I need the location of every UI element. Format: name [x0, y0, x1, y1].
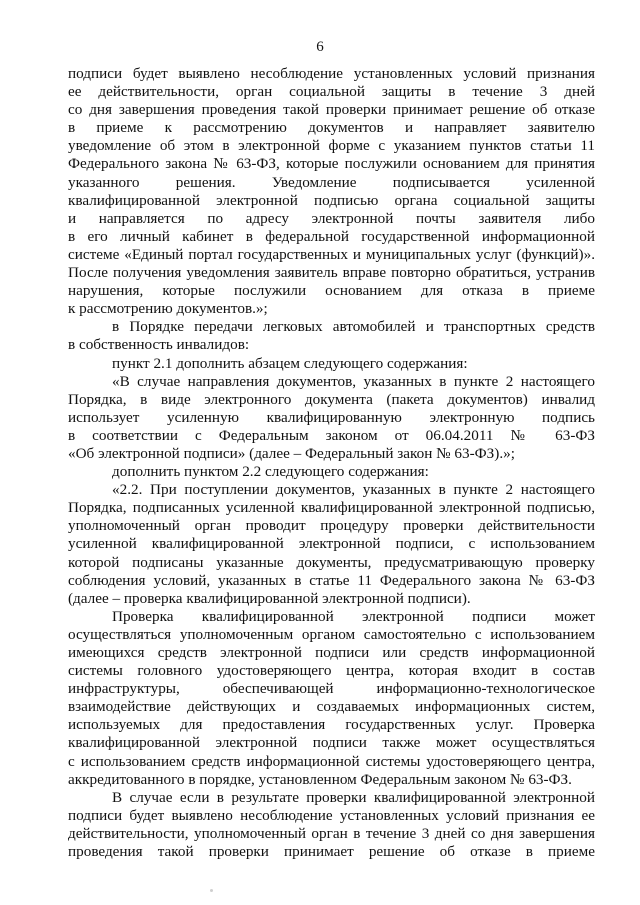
- text-line: ее действительности, орган социальной защиты в течение 3 дней: [68, 83, 595, 101]
- text-line: пункт 2.1 дополнить абзацем следующего содержания:: [112, 354, 468, 372]
- text-line: с использованием средств информационной системы удостоверяющего центра,: [68, 752, 595, 770]
- document-body: [68, 65, 595, 861]
- text-line: подписи будет выявлено несоблюдение установленных условий признания ее: [68, 806, 595, 824]
- text-line: действительности, уполномоченный орган в течение 3 дней со дня завершения: [68, 824, 595, 842]
- text-line: системе «Единый портал государственных и муниципальных услуг (функций)».: [68, 245, 595, 263]
- text-line: После получения уведомления заявитель вправе повторно обратиться, устранив: [68, 264, 595, 282]
- text-line: квалифицированной электронной подписью органа социальной защиты: [68, 191, 595, 209]
- text-line: которой подписаны указанные документы, предусматривающую проверку: [68, 553, 595, 571]
- text-line: со дня завершения проведения такой проверки принимает решение об отказе: [68, 101, 595, 119]
- text-line: инфраструктуры, обеспечивающей информационно-технологическое: [68, 680, 595, 698]
- text-line: осуществляться уполномоченным органом самостоятельно с использованием: [68, 625, 595, 643]
- text-line: «В случае направления документов, указанных в пункте 2 настоящего: [112, 372, 595, 390]
- text-line: Проверка квалифицированной электронной подписи может: [112, 607, 595, 625]
- page-number: 6: [316, 39, 324, 55]
- text-line: используемых для предоставления государственных услуг. Проверка: [68, 716, 595, 734]
- text-line: в приеме к рассмотрению документов и направляет заявителю: [68, 119, 595, 137]
- text-line: уведомление об этом в электронной форме с указанием пунктов статьи 11: [68, 137, 595, 155]
- text-line: «Об электронной подписи» (далее – Федеральный закон № 63-ФЗ).»;: [68, 444, 515, 462]
- text-line: в его личный кабинет в федеральной государственной информационной: [68, 227, 595, 245]
- text-line: имеющихся средств электронной подписи или средств информационной: [68, 644, 595, 661]
- text-line: подписи будет выявлено несоблюдение установленных условий признания: [68, 65, 595, 82]
- text-line: в соответствии с Федеральным законом от 06.04.2011 № 63-ФЗ: [68, 426, 595, 444]
- text-line: аккредитованного в порядке, установленном Федеральным законом № 63-ФЗ.: [68, 770, 572, 788]
- text-line: Порядка, подписанных усиленной квалифицированной электронной подписью,: [68, 499, 595, 517]
- text-line: «2.2. При поступлении документов, указанных в пункте 2 настоящего: [112, 481, 595, 499]
- text-line: Федерального закона № 63-ФЗ, которые послужили основанием для принятия: [68, 155, 595, 173]
- text-line: дополнить пунктом 2.2 следующего содержания:: [112, 463, 429, 481]
- text-line: соблюдения условий, указанных в статье 11 Федерального закона № 63-ФЗ: [68, 571, 595, 589]
- text-line: взаимодействие действующих и создаваемых информационных систем,: [68, 698, 595, 716]
- scan-speck: [210, 889, 213, 892]
- text-line: проведения такой проверки принимает решение об отказе в приеме: [68, 843, 595, 861]
- text-line: В случае если в результате проверки квалифицированной электронной: [112, 788, 595, 806]
- text-line: системы головного удостоверяющего центра, которая входит в состав: [68, 662, 595, 680]
- text-line: в собственность инвалидов:: [68, 336, 250, 354]
- text-line: усиленной квалифицированной электронной подписи, с использованием: [68, 535, 595, 553]
- text-line: использует усиленную квалифицированную электронную подпись: [68, 408, 595, 426]
- text-line: Порядка, в виде электронного документа (пакета документов) инвалид: [68, 390, 595, 408]
- text-line: в Порядке передачи легковых автомобилей и транспортных средств: [112, 318, 595, 336]
- text-line: указанного решения. Уведомление подписывается усиленной: [68, 173, 595, 191]
- text-line: квалифицированной электронной подписи также может осуществляться: [68, 734, 595, 752]
- text-line: к рассмотрению документов.»;: [68, 300, 268, 318]
- text-line: нарушения, которые послужили основанием для отказа в приеме: [68, 282, 595, 300]
- text-line: уполномоченный орган проводит процедуру проверки действительности: [68, 517, 595, 535]
- text-line: и направляется по адресу электронной почты заявителя либо: [68, 209, 595, 227]
- text-line: (далее – проверка квалифицированной электронной подписи).: [68, 589, 471, 607]
